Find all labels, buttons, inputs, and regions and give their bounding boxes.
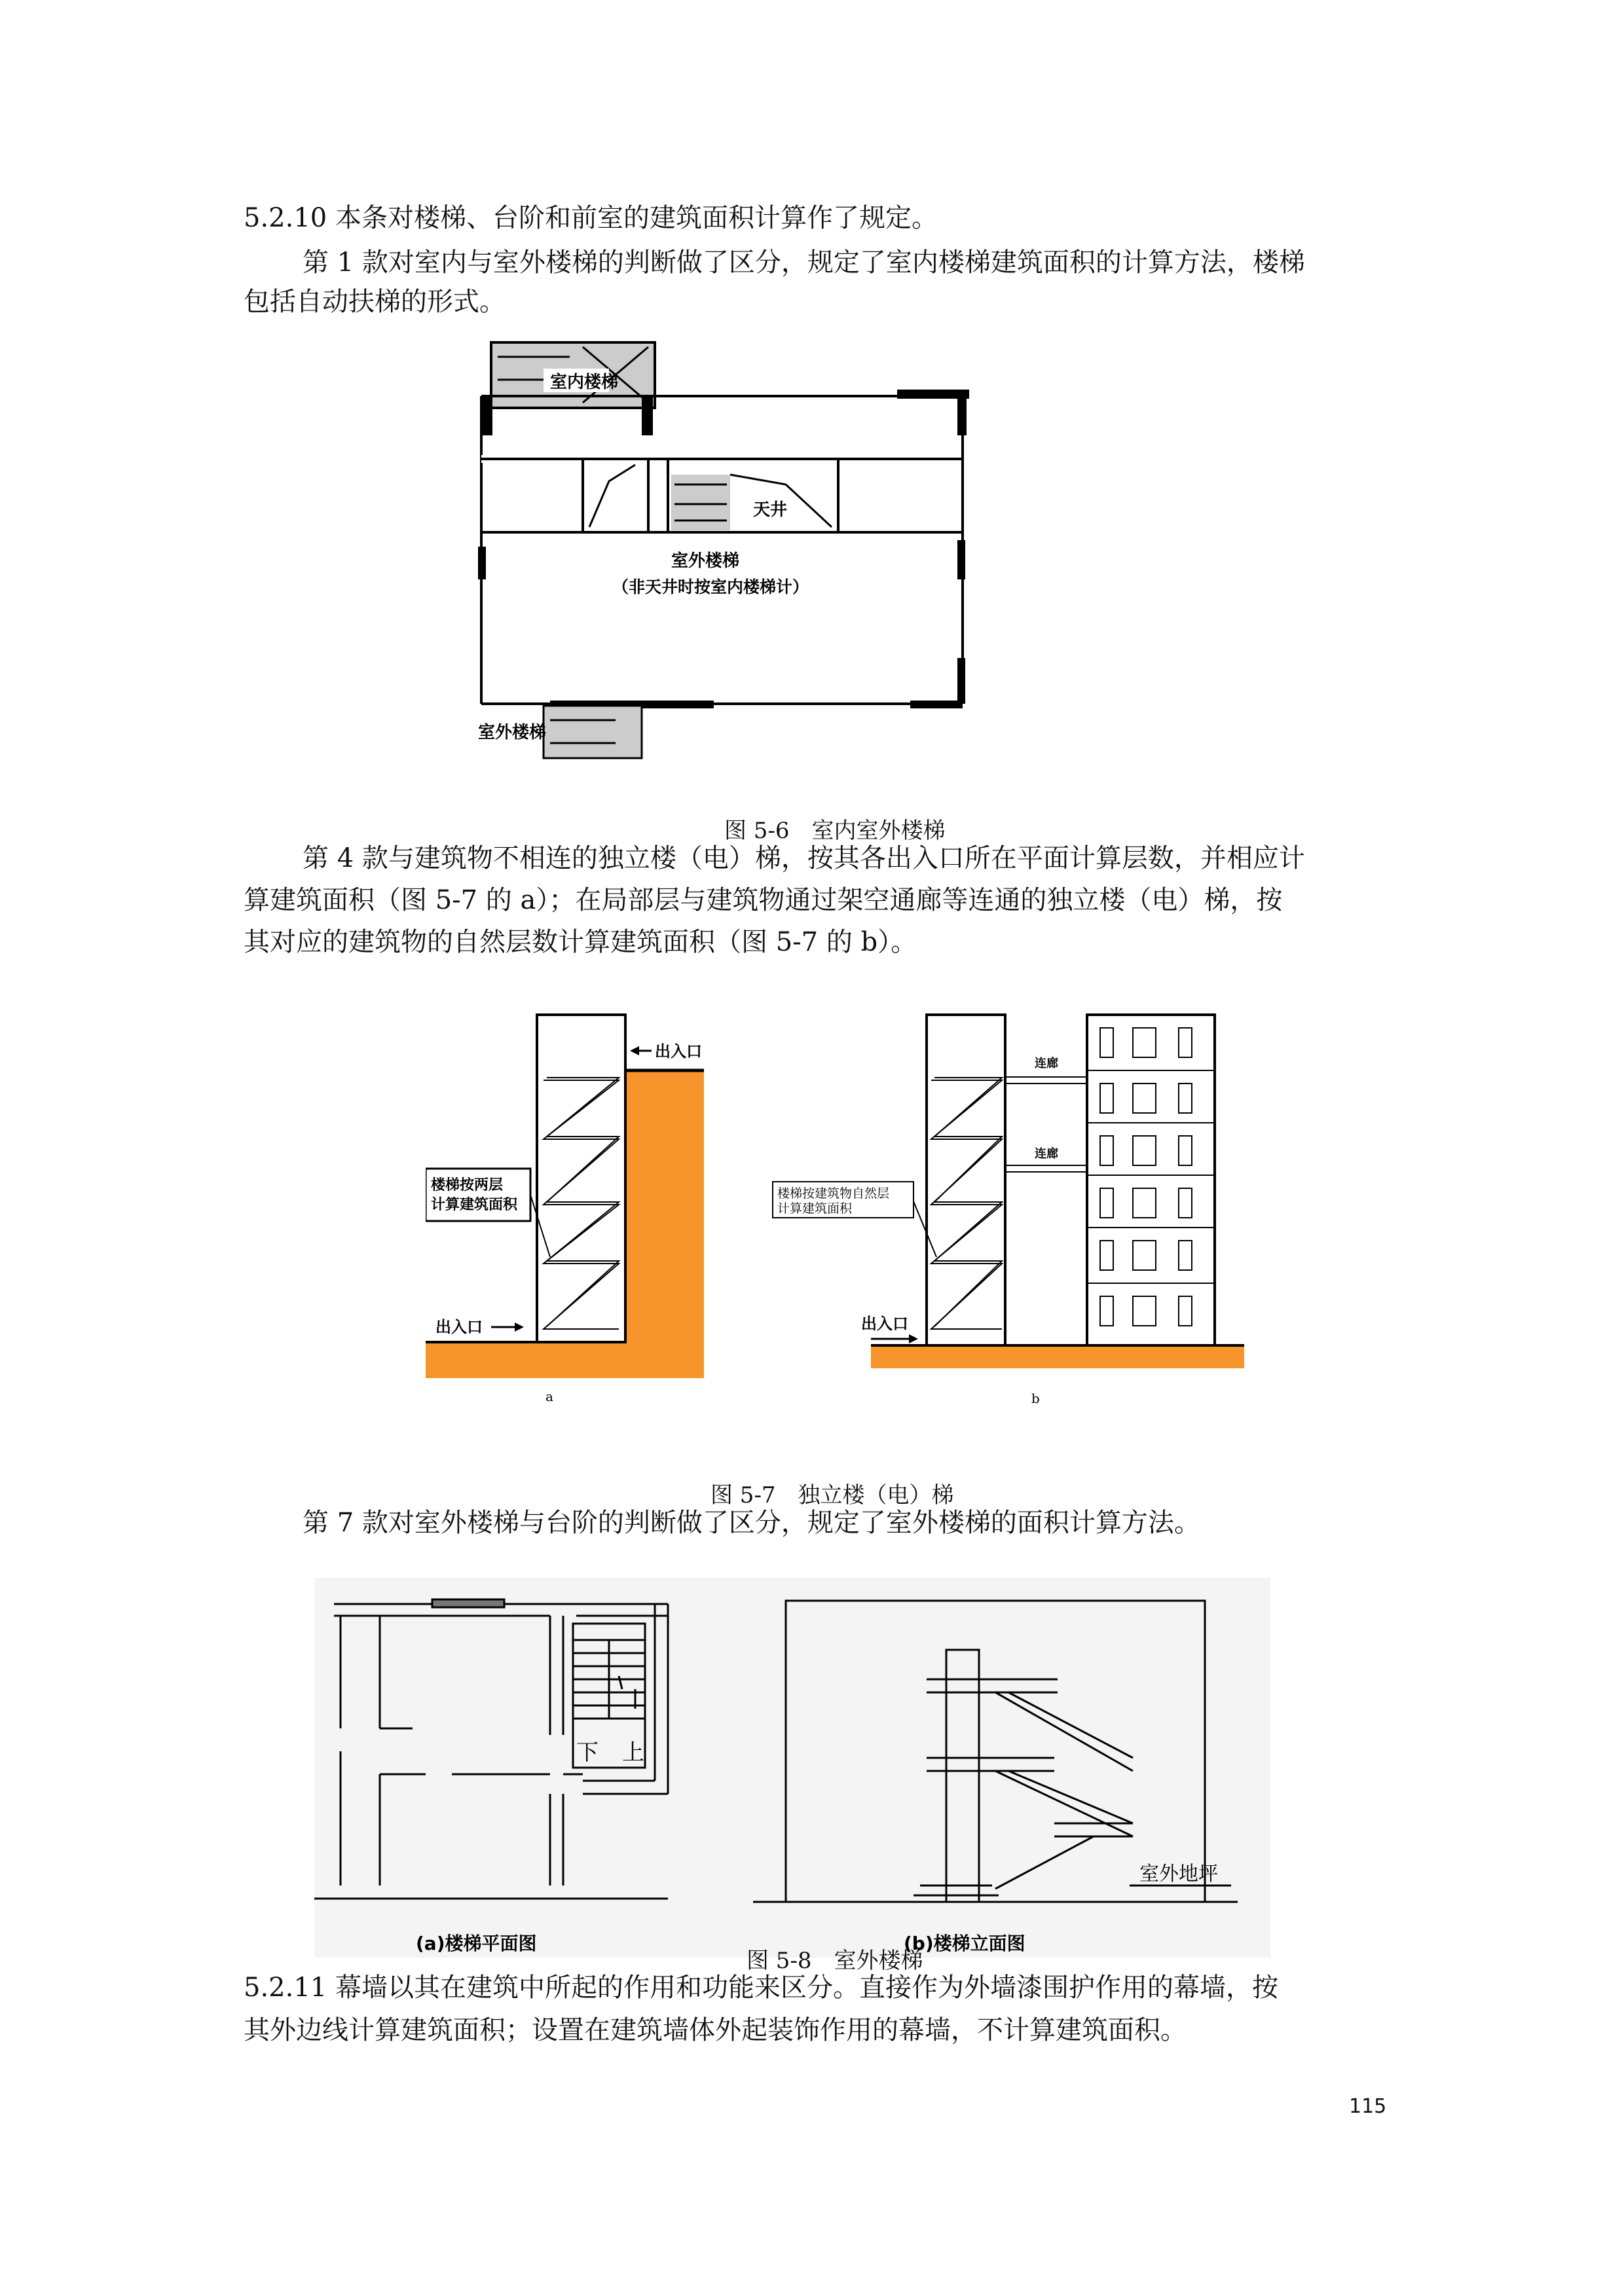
outdoor-stair-bottom-label: 室外楼梯 (478, 723, 547, 742)
plan-up-label: 上 (622, 1740, 644, 1766)
b-sublabel: b (1031, 1391, 1040, 1406)
light-well-note: （非天井时按室内楼梯计） (612, 577, 809, 596)
paragraph-7: 第 7 款对室外楼梯与台阶的判断做了区分，规定了室外楼梯的面积计算方法。 (303, 1508, 1200, 1538)
b-entrance: 出入口 (861, 1315, 908, 1333)
plan-label: (a)楼梯平面图 (416, 1933, 537, 1954)
figure-5-6-caption: 图 5-6 室内室外楼梯 (724, 818, 946, 844)
figure-5-8-caption: 图 5-8 室外楼梯 (747, 1948, 923, 1974)
ground-level-label: 室外地坪 (1139, 1863, 1218, 1886)
section-5-2-11-line-2: 其外边线计算建筑面积；设置在建筑墙体外起装饰作用的幕墙，不计算建筑面积。 (244, 2015, 1187, 2045)
figure-5-7-caption: 图 5-7 独立楼（电）梯 (710, 1482, 954, 1508)
plan-down-label: 下 (576, 1740, 599, 1766)
figure-5-7 (426, 1008, 1251, 1427)
b-corridor-2: 连廊 (1035, 1147, 1058, 1161)
paragraph-1-line-2: 包括自动扶梯的形式。 (244, 287, 506, 317)
a-entrance-top: 出入口 (655, 1042, 702, 1061)
figure-5-8 (314, 1578, 1270, 1958)
b-note-line-1: 楼梯按建筑物自然层 (777, 1186, 890, 1201)
paragraph-4-line-3: 其对应的建筑物的自然层数计算建筑面积（图 5-7 的 b）。 (244, 927, 917, 957)
section-heading-5-2-10: 5.2.10 本条对楼梯、台阶和前室的建筑面积计算作了规定。 (244, 203, 938, 233)
elevation-label: (b)楼梯立面图 (904, 1933, 1025, 1954)
b-note-line-2: 计算建筑面积 (777, 1201, 853, 1216)
b-corridor-1: 连廊 (1035, 1057, 1058, 1070)
a-note-line-2: 计算建筑面积 (431, 1197, 518, 1213)
outdoor-stair-mid-label: 室外楼梯 (671, 551, 740, 571)
page-number: 115 (1349, 2095, 1387, 2118)
paragraph-1-line-1: 第 1 款对室内与室外楼梯的判断做了区分，规定了室内楼梯建筑面积的计算方法，楼梯 (303, 247, 1305, 278)
indoor-stair-label: 室内楼梯 (550, 373, 619, 392)
section-5-2-11-line-1: 5.2.11 幕墙以其在建筑中所起的作用和功能来区分。直接作为外墙漆围护作用的幕墙，按 (244, 1973, 1278, 2003)
figure-5-6 (478, 337, 982, 769)
paragraph-4-line-1: 第 4 款与建筑物不相连的独立楼（电）梯，按其各出入口所在平面计算层数，并相应计 (303, 843, 1305, 873)
light-well-label: 天井 (753, 500, 788, 520)
paragraph-4-line-2: 算建筑面积（图 5-7 的 a）；在局部层与建筑物通过架空通廊等连通的独立楼（电）梯，按 (244, 885, 1283, 915)
a-entrance-bottom: 出入口 (435, 1318, 483, 1336)
a-note-line-1: 楼梯按两层 (431, 1177, 504, 1194)
a-sublabel: a (545, 1389, 553, 1404)
